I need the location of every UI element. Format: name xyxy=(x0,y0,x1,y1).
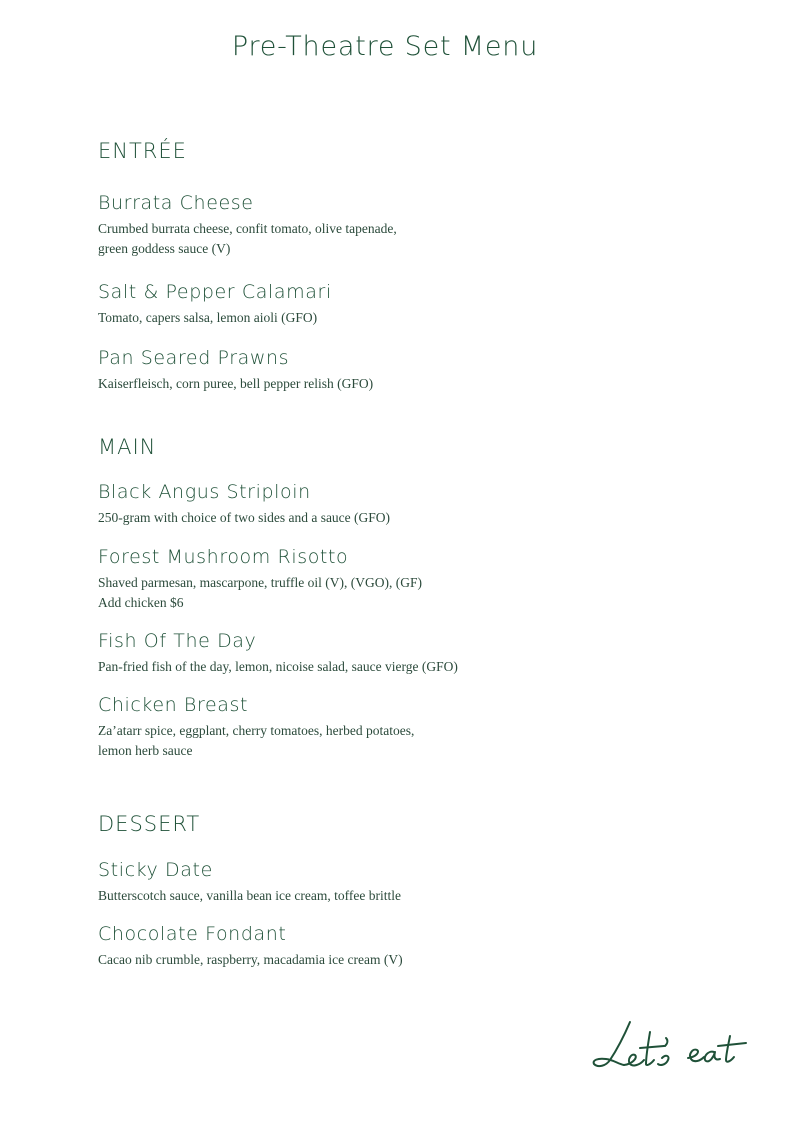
dish-description: Tomato, capers salsa, lemon aioli (GFO) xyxy=(98,310,318,325)
dish-description: Crumbed burrata cheese, confit tomato, olive tapenade, green goddess sauce (V) xyxy=(98,221,397,256)
dish-description: Butterscotch sauce, vanilla bean ice cream, toffee brittle xyxy=(98,888,401,903)
dish-description: Shaved parmesan, mascarpone, truffle oil (V), (VGO), (GF) Add chicken $6 xyxy=(98,575,423,610)
page-title: Pre-Theatre Set Menu xyxy=(231,31,539,62)
dish-black-angus-striploin xyxy=(98,480,558,528)
dish-description: Kaiserfleisch, corn puree, bell pepper relish (GFO) xyxy=(98,376,374,391)
dish-name: Sticky Date xyxy=(98,859,213,881)
dish-name: Forest Mushroom Risotto xyxy=(98,546,349,568)
section-heading-main: MAIN xyxy=(98,435,157,459)
dish-name: Chocolate Fondant xyxy=(98,923,287,945)
dish-description: Za’atarr spice, eggplant, cherry tomatoes, herbed potatoes, lemon herb sauce xyxy=(98,723,415,758)
dish-name: Chicken Breast xyxy=(98,694,249,716)
dish-name: Black Angus Striploin xyxy=(98,481,311,503)
dish-description: Pan-fried fish of the day, lemon, nicoise salad, sauce vierge (GFO) xyxy=(98,659,458,674)
dish-description: 250-gram with choice of two sides and a sauce (GFO) xyxy=(98,510,391,525)
dish-burrata-cheese xyxy=(98,191,558,259)
dish-salt-pepper-calamari xyxy=(98,280,558,328)
lets-eat-signature xyxy=(588,1008,758,1088)
dish-name: Fish Of The Day xyxy=(98,630,257,652)
dish-chicken-breast xyxy=(98,693,558,761)
dish-name: Pan Seared Prawns xyxy=(98,347,290,369)
dish-fish-of-the-day xyxy=(98,629,618,677)
dish-chocolate-fondant xyxy=(98,922,558,970)
dish-name: Burrata Cheese xyxy=(98,192,254,214)
dish-forest-mushroom-risotto xyxy=(98,545,558,613)
section-heading-dessert: DESSERT xyxy=(98,812,201,836)
dish-name: Salt & Pepper Calamari xyxy=(98,281,332,303)
dish-pan-seared-prawns xyxy=(98,346,558,394)
section-heading-entree: ENTRÉE xyxy=(98,139,187,163)
dish-sticky-date xyxy=(98,858,558,906)
dish-description: Cacao nib crumble, raspberry, macadamia ice cream (V) xyxy=(98,952,403,967)
